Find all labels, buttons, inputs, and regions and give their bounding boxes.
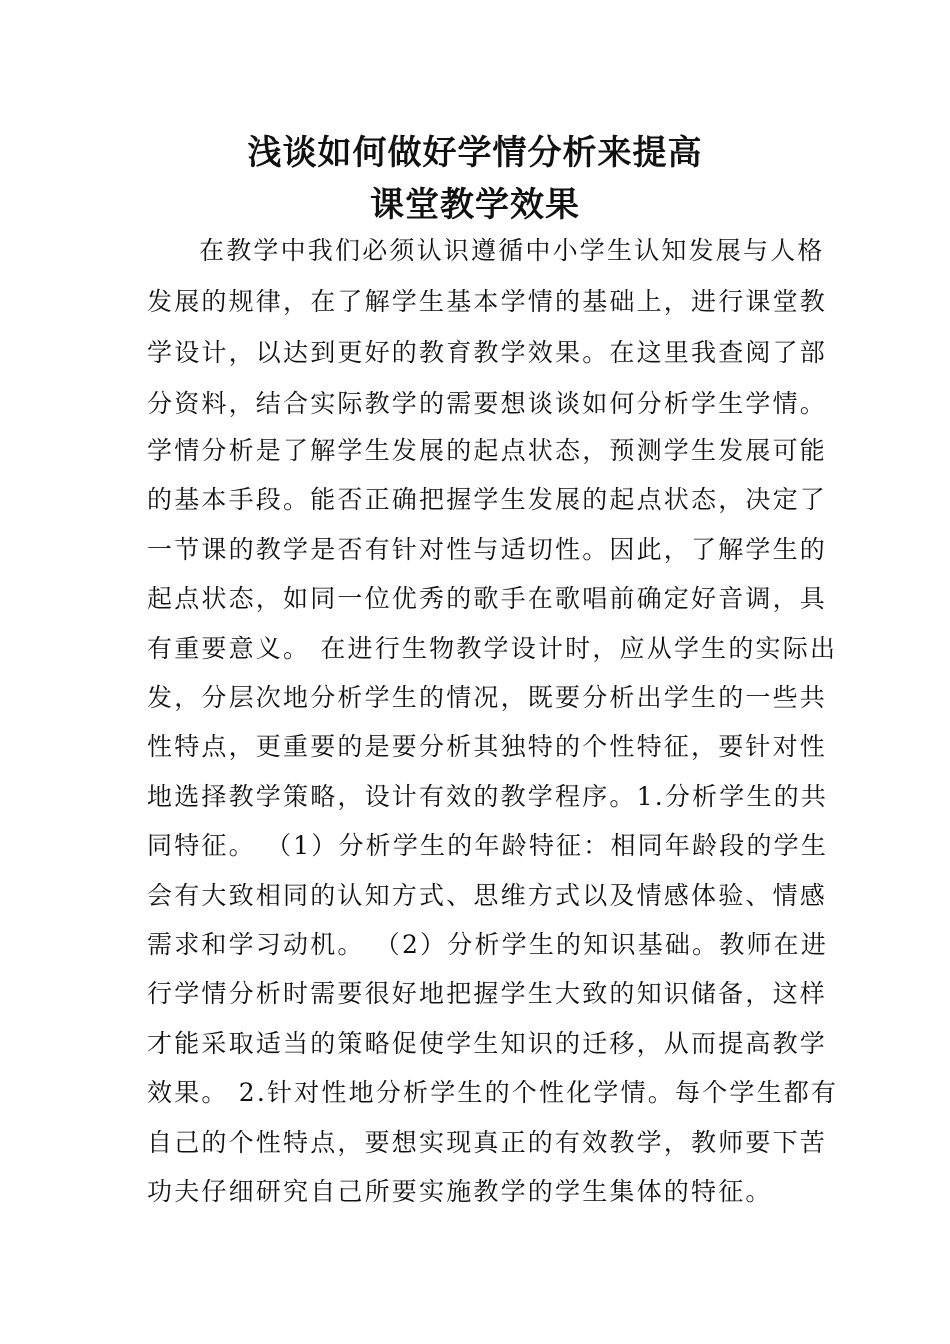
body-line-18: 效果。 2.针对性地分析学生的个性化学情。每个学生都有 xyxy=(147,1078,839,1107)
body-line-20: 功夫仔细研究自己所要实施教学的学生集体的特征。 xyxy=(147,1177,773,1206)
body-line-12: 地选择教学策略，设计有效的教学程序。1.分析学生的共 xyxy=(147,782,829,811)
body-line-7: 一节课的教学是否有针对性与适切性。因此，了解学生的 xyxy=(147,535,828,564)
body-line-8: 起点状态，如同一位优秀的歌手在歌唱前确定好音调，具 xyxy=(147,584,828,613)
body-line-4: 分资料，结合实际教学的需要想谈谈如何分析学生学情。 xyxy=(147,389,828,418)
body-line-3: 学设计，以达到更好的教育教学效果。在这里我查阅了部 xyxy=(147,338,828,367)
body-line-2: 发展的规律，在了解学生基本学情的基础上，进行课堂教 xyxy=(147,287,828,316)
body-line-17: 才能采取适当的策略促使学生知识的迁移，从而提高教学 xyxy=(147,1029,828,1058)
body-line-14: 会有大致相同的认知方式、思维方式以及情感体验、情感 xyxy=(147,881,828,910)
body-line-10: 发，分层次地分析学生的情况，既要分析出学生的一些共 xyxy=(147,683,828,712)
body-line-6: 的基本手段。能否正确把握学生发展的起点状态，决定了 xyxy=(147,485,828,514)
body-line-15: 需求和学习动机。 （2）分析学生的知识基础。教师在进 xyxy=(147,930,829,959)
body-line-19: 自己的个性特点，要想实现真正的有效教学，教师要下苦 xyxy=(147,1128,828,1157)
body-line-13: 同特征。 （1）分析学生的年龄特征：相同年龄段的学生 xyxy=(147,831,829,860)
document-title-line-1: 浅谈如何做好学情分析来提高 xyxy=(247,133,703,173)
body-line-16: 行学情分析时需要很好地把握学生大致的知识储备，这样 xyxy=(147,979,828,1008)
body-line-5: 学情分析是了解学生发展的起点状态，预测学生发展可能 xyxy=(147,436,828,465)
body-line-11: 性特点，更重要的是要分析其独特的个性特征，要针对性 xyxy=(147,732,828,761)
document-title-line-2: 课堂教学效果 xyxy=(370,185,580,225)
body-line-1: 在教学中我们必须认识遵循中小学生认知发展与人格 xyxy=(199,236,825,265)
body-line-9: 有重要意义。 在进行生物教学设计时，应从学生的实际出 xyxy=(147,634,838,663)
